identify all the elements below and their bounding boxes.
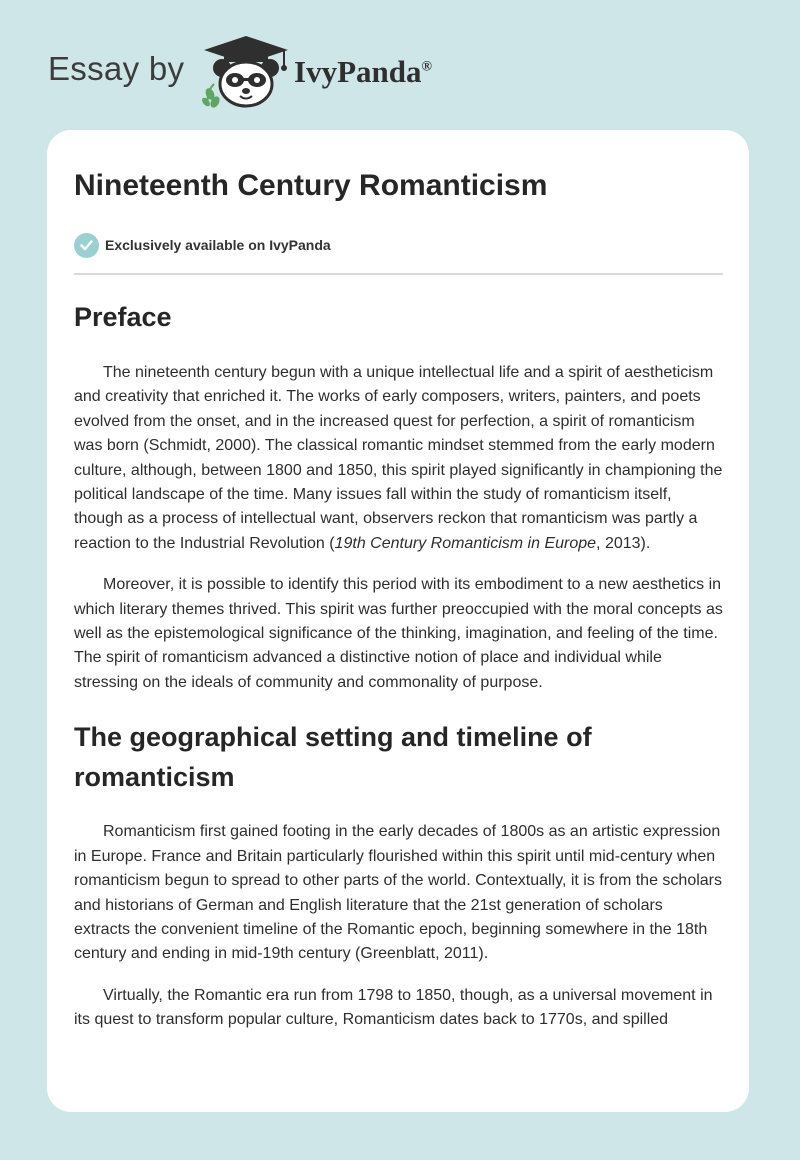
section-heading-geographical-setting: The geographical setting and timeline of romanticism: [74, 722, 592, 793]
paragraph: Moreover, it is possible to identify this period with its embodiment to a new aesthetics in which literary themes thrived. This spirit was further preoccupied with the moral concepts as well as the epistemological significance of the thinking, imagination, and feeling of the time. The spirit of romanticism advanced a distinctive notion of place and individual while stressing on the ideals of community and commonality of purpose.: [74, 576, 723, 691]
essay-card: [47, 130, 749, 1112]
exclusive-label: Exclusively available on IvyPanda: [105, 237, 331, 253]
paragraph: Romanticism first gained footing in the early decades of 1800s as an artistic expression in Europe. France and Britain particularly flourished within this spirit until mid-century when romanticism begun to spread to other parts of the world. Contextually, it is from the scholars and historians of German and English literature that the 21st generation of scholars extracts the convenient timeline of the Romantic epoch, beginning somewhere in the 18th century and ending in mid-19th century (Greenblatt, 2011).: [74, 823, 722, 963]
brand-name[interactable]: [294, 54, 432, 90]
exclusive-badge: [74, 232, 723, 258]
section-heading-preface: Preface: [74, 302, 172, 332]
essay-title: Nineteenth Century Romanticism: [74, 169, 548, 202]
paragraph-text: , 2013).: [596, 534, 651, 552]
paragraph: Virtually, the Romantic era run from 1798 to 1850, though, as a universal movement in its quest to transform popular culture, Romanticism dates back to 1770s, and spilled: [74, 986, 713, 1029]
paragraph-text: The nineteenth century begun with a unique intellectual life and a spirit of aestheticism and creativity that enriched it. The works of early composers, writers, painters, and poets evolved from the onset, and in the increased quest for perfection, a spirit of romanticism was born (Schmidt, 2000). The classical romantic mindset stemmed from the early modern culture, although, between 1800 and 1850, this spirit played significantly in championing the political landscape of the time. Many issues fall within the study of romanticism itself, though as a process of intellectual want, observers reckon that romanticism was partly a reaction to the Industrial Revolution (: [74, 364, 723, 552]
registered-mark: ®: [421, 59, 432, 75]
paragraph: [74, 361, 723, 556]
title-divider: [74, 273, 723, 275]
check-circle-icon: [74, 233, 99, 258]
brand-prefix: Essay by: [48, 50, 185, 87]
cited-source-title: 19th Century Romanticism in Europe: [334, 534, 597, 552]
site-header: [0, 0, 800, 130]
brand-name-text: IvyPanda: [294, 54, 422, 89]
panda-logo-icon[interactable]: [200, 34, 292, 110]
